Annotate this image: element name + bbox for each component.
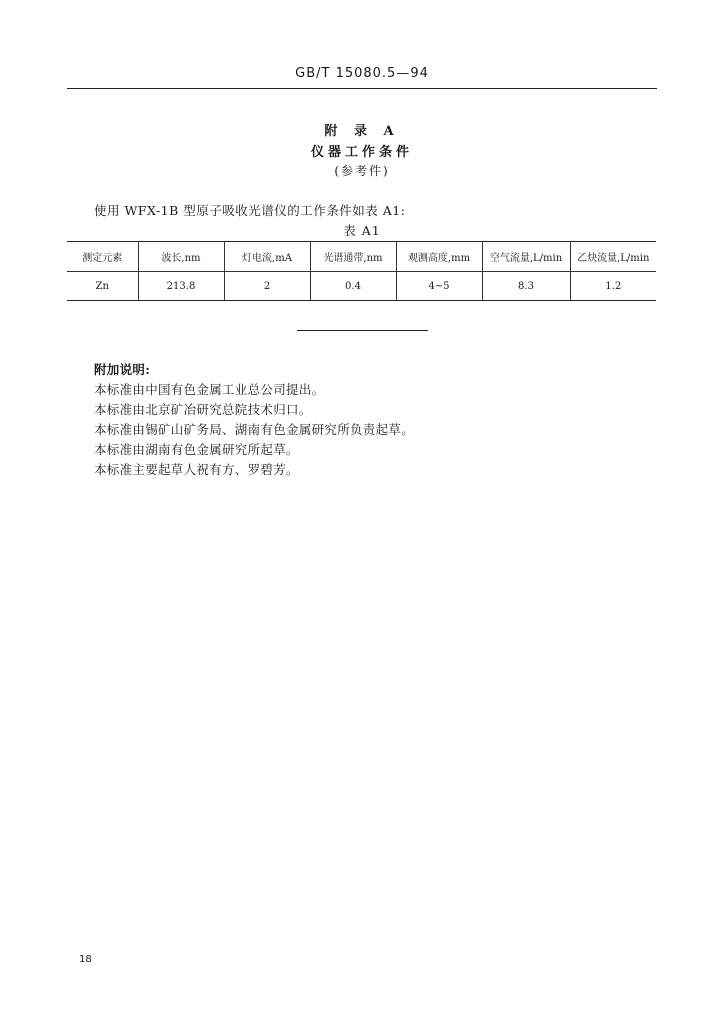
cell-wavelength: 213.8 — [138, 272, 224, 301]
cell-air-flow: 8.3 — [482, 272, 570, 301]
cell-acetylene-flow: 1.2 — [570, 272, 656, 301]
appendix-title: 附 录 A — [324, 124, 400, 139]
note-line: 本标准由北京矿冶研究总院技术归口。 — [94, 402, 312, 417]
note-line: 本标准由锡矿山矿务局、湖南有色金属研究所负责起草。 — [94, 422, 415, 437]
header-acetylene-flow: 乙炔流量,L/min — [570, 242, 656, 272]
cell-element: Zn — [95, 280, 109, 292]
cell-observation-height: 4~5 — [396, 272, 482, 301]
header-divider — [67, 88, 657, 89]
note-line: 本标准主要起草人祝有方、罗碧芳。 — [94, 462, 299, 477]
cell-lamp-current: 2 — [224, 272, 310, 301]
table-header-row — [67, 242, 656, 272]
appendix-note: (参考件) — [334, 164, 390, 178]
section-divider — [297, 330, 428, 331]
notes-heading: 附加说明: — [94, 362, 151, 377]
intro-paragraph: 使用 WFX-1B 型原子吸收光谱仪的工作条件如表 A1: — [94, 203, 406, 218]
table-caption: 表 A1 — [343, 223, 381, 238]
page-number: 18 — [79, 954, 92, 965]
header-spectral-bandwidth: 光谱通带,nm — [310, 242, 396, 272]
page-header: GB/T 15080.5—94 — [295, 66, 429, 81]
note-line: 本标准由湖南有色金属研究所起草。 — [94, 442, 299, 457]
header-lamp-current: 灯电流,mA — [224, 242, 310, 272]
cell-spectral-bandwidth: 0.4 — [310, 272, 396, 301]
header-element: 测定元素 — [67, 242, 138, 272]
table-row — [67, 272, 656, 301]
additional-notes — [94, 360, 414, 480]
note-line: 本标准由中国有色金属工业总公司提出。 — [94, 382, 325, 397]
header-air-flow: 空气流量,L/min — [482, 242, 570, 272]
header-wavelength: 波长,nm — [138, 242, 224, 272]
header-observation-height: 观测高度,mm — [396, 242, 482, 272]
conditions-table — [67, 241, 656, 301]
appendix-subtitle: 仪器工作条件 — [310, 145, 413, 160]
